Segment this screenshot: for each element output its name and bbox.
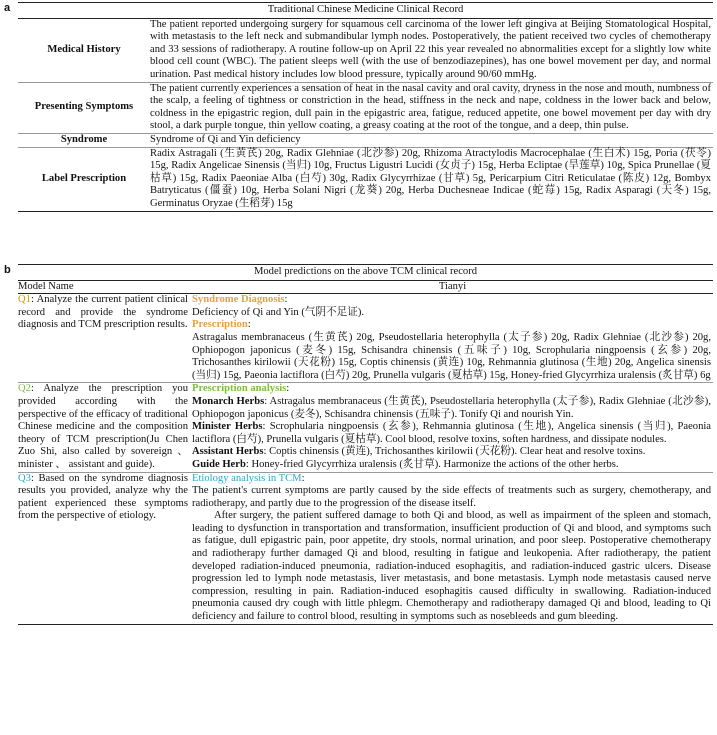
label-presenting-symptoms: Presenting Symptoms — [34, 101, 134, 113]
guide-text: : Honey-fried Glycyrrhiza uralensis (炙甘草). Harmonize the actions of the other herbs. — [245, 458, 619, 470]
clinical-record-table — [18, 2, 713, 212]
prescription-analysis-heading: Prescription analysis — [192, 383, 287, 395]
header-row — [18, 281, 713, 295]
colon: : — [301, 472, 305, 484]
monarch-herbs — [192, 396, 711, 421]
monarch-label: Monarch Herbs — [192, 395, 265, 407]
assistant-herbs — [192, 446, 711, 459]
monarch-text: : Astragalus membranaceus (生黄芪), Pseudostellaria heterophylla (太子参), Radix Glehniae (北沙参), Ophiopogon japonicus (麦冬), Schisandra chinensis (五味子). Tonify Qi and nourish Yin. — [192, 395, 711, 420]
guide-label: Guide Herb — [192, 458, 246, 470]
question-q3 — [18, 473, 192, 624]
predictions-title: Model predictions on the above TCM clinical record — [18, 264, 713, 281]
question-q2 — [18, 383, 192, 471]
panel-b-label: b — [4, 264, 11, 276]
minister-label: Minister Herbs — [192, 421, 263, 433]
assistant-text: : Coptis chinensis (黄连), Trichosanthes kirilowii (天花粉). Clear heat and resolve toxins. — [263, 446, 646, 458]
etiology-analysis-heading: Etiology analysis in TCM — [192, 472, 302, 484]
header-model-name: Model Name — [18, 280, 74, 292]
label-syndrome: Syndrome — [60, 133, 108, 145]
text-label-prescription: Radix Astragali (生黄芪) 20g, Radix Glehniae (北沙参) 20g, Rhizoma Atractylodis Macrocephalae (生白术) 15g, Poria (茯苓) 15g, Radix Angelicae Sinensis (当归) 10g, Fructus Ligustri Lucidi (女贞子) 15g, Herba Ecliptae (旱莲草) 10g, Spica Prunellae (夏枯草) 15g, Radix Paeoniae Alba (白芍) 30g, Radix Glycyrrhizae (甘草) 5g, Pericarpium Citri Reticulatae (陈皮) 12g, Bombyx Batryticatus (僵蚕) 10g, Herba Solani Nigri (龙葵) 20g, Herba Duchesneae Indicae (蛇莓) 15g, Radix Asparagi (天冬) 15g, Germinatus Oryzae (生稻芽) 15g — [150, 147, 711, 209]
q1-tag: Q1 — [18, 294, 31, 306]
panel-a-label: a — [4, 2, 11, 14]
q2-question-text: : Analyze the prescription you provided according with the perspective of the efficacy of traditional Chinese medicine and the composition theory of TCM prescription(Ju Chen Zuo Shi, also called by sovereign 、 minister 、 assistant and guide). — [18, 383, 188, 470]
clinical-record-title: Traditional Chinese Medicine Clinical Record — [18, 2, 713, 19]
syndrome-diagnosis-heading: Syndrome Diagnosis — [192, 294, 285, 306]
text-syndrome: Syndrome of Qi and Yin deficiency — [150, 133, 301, 145]
row-q1 — [18, 294, 713, 383]
text-medical-history: The patient reported undergoing surgery for squamous cell carcinoma of the lower left gingiva at Beijing Stomatological Hospital, with metastasis to the left neck and submandibular lymph nodes. Postoperatively, the patient received two cycles of chemotherapy and 33 sessions of radiotherapy. A routine follow-up on April 22 this year revealed no abnormalities except for a slightly low white blood cell count (WBC). The patient sleeps well (with the use of benzodiazepines), has one bowel movement per day, and normal urination. Past medical history includes low blood pressure, typically around 90/60 mmHg. — [150, 18, 711, 80]
row-q2 — [18, 383, 713, 472]
diagnosis-text: Deficiency of Qi and Yin (气阴不足证). — [192, 306, 365, 318]
colon: : — [247, 319, 251, 331]
prescription-text: Astragalus membranaceus (生黄芪) 20g, Pseudostellaria heterophylla (太子参) 20g, Radix Glehniae (北沙参) 20g, Ophiopogon japonicus (麦冬) 15g, Schisandra chinensis (五味子) 10g, Scrophularia ningpoensis (玄参) 20g, Trichosanthes kirilowii (天花粉) 15g, Coptis chinensis (黄连) 10g, Rehmannia glutinosa (生地) 20g, Angelica sinensis (当归) 15g, Paeonia lactiflora (白芍) 20g, Prunella vulgaris (夏枯草) 15g, Honey-fried Glycyrrhiza uralensis (炙甘草) 6g — [192, 331, 711, 381]
answer-q2 — [192, 383, 713, 471]
label-label-prescription: Label Prescription — [41, 172, 127, 184]
text-presenting-symptoms: The patient currently experiences a sensation of heat in the nasal cavity and oral cavity, dryness in the nose and mouth, numbness of the scalp, a feeling of tightness or constriction in the head, stiffness in the neck and nape, coldness in the lower back and below, coldness in the epigastric region, dull pain in the epigastric area, fatigue, reduced appetite, one bowel movement per day with dry stool, a dark purple tongue, thin yellow coating, a greasy coating at the root of the tongue, and a deep, thin pulse. — [150, 82, 711, 132]
colon: : — [286, 383, 290, 395]
assistant-label: Assistant Herbs — [192, 446, 264, 458]
row-presenting-symptoms — [18, 83, 713, 134]
row-medical-history — [18, 19, 713, 83]
q1-question-text: : Analyze the current patient clinical record and provide the syndrome diagnosis and TCM prescription results. — [18, 294, 188, 331]
etiology-paragraph-1: The patient's current symptoms are partly caused by the side effects of treatments such as surgery, chemotherapy, and radiotherapy, and partly due to the progression of the disease itself. — [192, 485, 711, 509]
minister-herbs — [192, 421, 711, 446]
q2-tag: Q2 — [18, 383, 31, 395]
colon: : — [284, 294, 288, 306]
answer-q1 — [192, 294, 713, 382]
row-label-prescription — [18, 148, 713, 212]
question-q1 — [18, 294, 192, 382]
header-tianyi: Tianyi — [438, 280, 467, 292]
row-syndrome — [18, 134, 713, 148]
prescription-heading: Prescription — [192, 319, 248, 331]
etiology-paragraph-2: After surgery, the patient suffered damage to both Qi and blood, as well as impairment of the spleen and stomach, leading to dysfunction in transportation and transformation, insufficient production of Qi and blood, and symptoms such as fatigue, dull epigastric pain, poor appetite, dry stools, normal urination, and poor sleep. Postoperative chemotherapy and radiotherapy further damaged Qi and blood, resulting in fatigue and leukopenia. After radiotherapy, the patient developed radiation-induced pneumonia, radiation-induced esophagitis, and radiation-induced gastric ulcers. Disease progression led to lymph node metastasis, liver metastasis, and bone metastasis. Lymph node metastasis caused nerve compression, resulting in pain. Radiation-induced esophagitis caused difficulty in swallowing. Radiation-induced pneumonia caused dry cough with little phlegm. Chemotherapy and radiotherapy damaged Qi and blood, leading to Qi deficiency and failure to control blood, resulting in symptoms such as nosebleeds and gum bleeding. — [192, 510, 711, 623]
q3-question-text: : Based on the syndrome diagnosis results you provided, analyze why the patient experienced these symptoms from the perspective of etiology. — [18, 472, 188, 522]
label-medical-history: Medical History — [47, 43, 121, 55]
model-predictions-table — [18, 264, 713, 625]
answer-q3 — [192, 473, 713, 624]
guide-herb — [192, 459, 711, 472]
minister-text: : Scrophularia ningpoensis (玄参), Rehmannia glutinosa (生地), Angelica sinensis (当归), Paeonia lactiflora (白芍), Prunella vulgaris (夏枯草). Cool blood, resolve toxins, soften hardness, and dissipate nodules. — [192, 421, 712, 445]
q3-tag: Q3 — [18, 472, 31, 484]
row-q3 — [18, 473, 713, 625]
